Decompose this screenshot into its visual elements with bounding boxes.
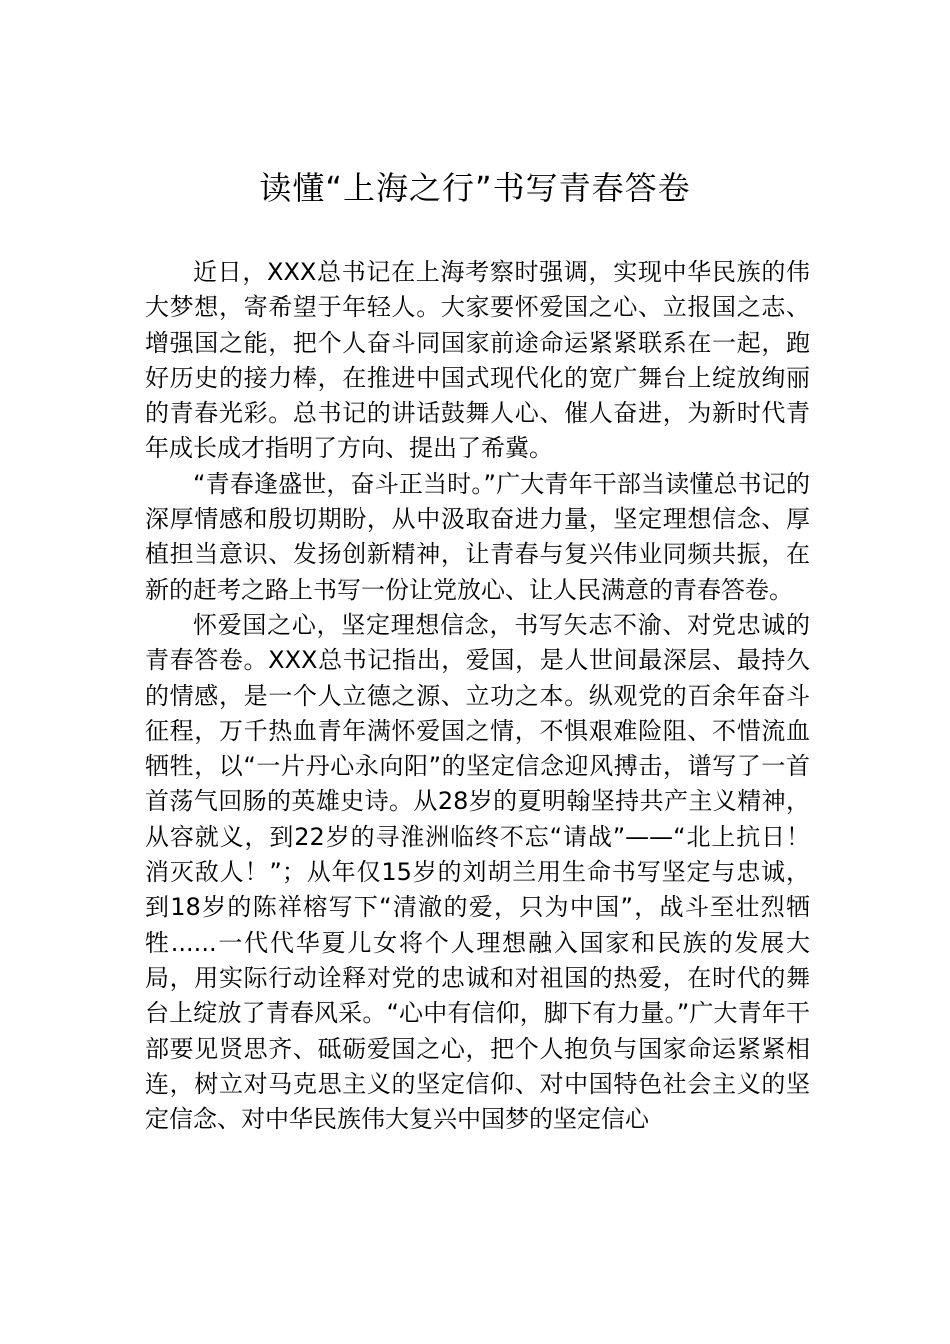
paragraph-3: 怀爱国之心，坚定理想信念，书写矢志不渝、对党忠诚的青春答卷。XXX总书记指出，爱国，是人世间最深层、最持久的情感，是一个人立德之源、立功之本。纵观党的百余年奋斗征程，万千热血青年满怀爱国之情，不惧艰难险阻、不惜流血牺牲，以“一片丹心永向阳”的坚定信念迎风搏击，谱写了一首首荡气回肠的英雄史诗。从28岁的夏明翰坚持共产主义精神，从容就义，到22岁的寻淮洲临终不忘“请战”——“北上抗日！消灭敌人！”；从年仅15岁的刘胡兰用生命书写坚定与忠诚，到18岁的陈祥榕写下“清澈的爱，只为中国”，战斗至壮烈牺牲......一代代华夏儿女将个人理想融入国家和民族的发展大局，用实际行动诠释对党的忠诚和对祖国的热爱，在时代的舞台上绽放了青春风采。“心中有信仰，脚下有力量。”广大青年干部要见贤思齐、砥砺爱国之心，把个人抱负与国家命运紧紧相连，树立对马克思主义的坚定信仰、对中国特色社会主义的坚定信念、对中华民族伟大复兴中国梦的坚定信心 [145, 610, 810, 1134]
paragraph-1: 近日，XXX总书记在上海考察时强调，实现中华民族的伟大梦想，寄希望于年轻人。大家要怀爱国之心、立报国之志、增强国之能，把个人奋斗同国家前途命运紧紧联系在一起，跑好历史的接力棒，在推进中国式现代化的宽广舞台上绽放绚丽的青春光彩。总书记的讲话鼓舞人心、催人奋进，为新时代青年成长成才指明了方向、提出了希冀。 [145, 258, 810, 463]
document-body [145, 255, 810, 1137]
document-title: 读懂“上海之行”书写青春答卷 [259, 169, 691, 207]
paragraph-2: “青春逢盛世，奋斗正当时。”广大青年干部当读懂总书记的深厚情感和殷切期盼，从中汲取奋进力量，坚定理想信念、厚植担当意识、发扬创新精神，让青春与复兴伟业同频共振，在新的赶考之路上书写一份让党放心、让人民满意的青春答卷。 [145, 469, 810, 604]
